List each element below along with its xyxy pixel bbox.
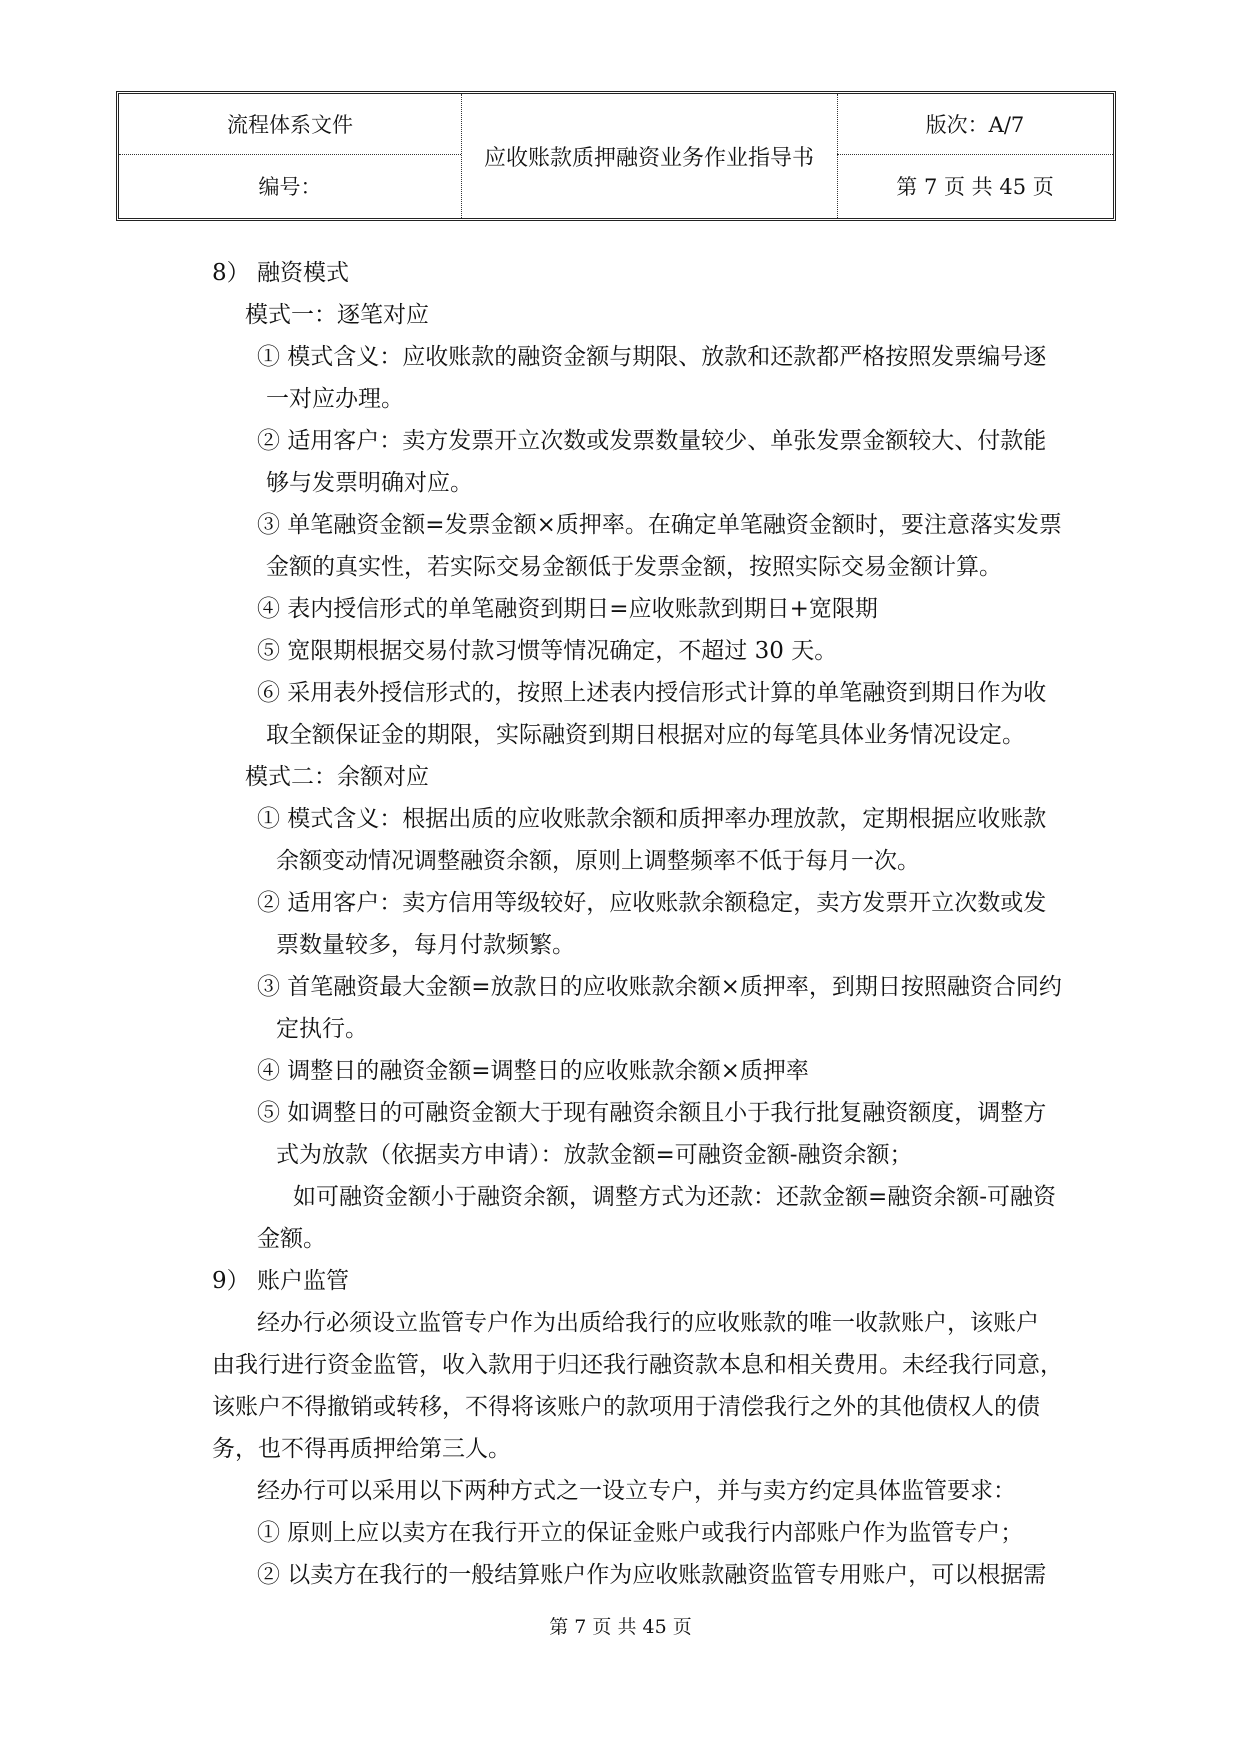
text-line: ② 适用客户：卖方信用等级较好，应收账款余额稳定，卖方发票开立次数或发	[257, 890, 1047, 916]
section-heading: 9） 账户监管	[212, 1268, 349, 1294]
text-line: ③ 单笔融资金额=发票金额×质押率。在确定单笔融资金额时，要注意落实发票	[257, 512, 1062, 538]
page-footer: 第 7 页 共 45 页	[549, 1616, 692, 1638]
text-line: ① 模式含义：应收账款的融资金额与期限、放款和还款都严格按照发票编号逐	[257, 344, 1047, 370]
text-line: ① 原则上应以卖方在我行开立的保证金账户或我行内部账户作为监管专户；	[257, 1520, 1024, 1546]
text-line: ② 以卖方在我行的一般结算账户作为应收账款融资监管专用账户，可以根据需	[257, 1562, 1047, 1588]
text-line: ① 模式含义：根据出质的应收账款余额和质押率办理放款，定期根据应收账款	[257, 806, 1047, 832]
text-line: 务，也不得再质押给第三人。	[212, 1436, 511, 1462]
text-line: ④ 表内授信形式的单笔融资到期日=应收账款到期日+宽限期	[257, 596, 878, 622]
text-line: 余额变动情况调整融资余额，原则上调整频率不低于每月一次。	[276, 848, 920, 874]
text-line: ③ 首笔融资最大金额=放款日的应收账款余额×质押率，到期日按照融资合同约	[257, 974, 1062, 1000]
text-line: 该账户不得撤销或转移，不得将该账户的款项用于清偿我行之外的其他债权人的债	[212, 1394, 1040, 1420]
header-table	[116, 91, 1116, 221]
text-line: 经办行必须设立监管专户作为出质给我行的应收账款的唯一收款账户，该账户	[257, 1310, 1039, 1336]
version-label: 版次：A/7	[925, 113, 1025, 137]
text-line: ② 适用客户：卖方发票开立次数或发票数量较少、单张发票金额较大、付款能	[257, 428, 1047, 454]
text-line: 够与发票明确对应。	[266, 470, 473, 496]
text-line: 式为放款（依据卖方申请）：放款金额=可融资金额-融资余额；	[276, 1142, 913, 1168]
text-line: 定执行。	[276, 1016, 368, 1042]
subsection-heading: 模式二：余额对应	[245, 764, 429, 790]
subsection-heading: 模式一：逐笔对应	[245, 302, 429, 328]
text-line: 由我行进行资金监管，收入款用于归还我行融资款本息和相关费用。未经我行同意，	[212, 1352, 1063, 1378]
doc-title: 应收账款质押融资业务作业指导书	[483, 145, 814, 171]
text-line: ⑥ 采用表外授信形式的，按照上述表内授信形式计算的单笔融资到期日作为收	[257, 680, 1047, 706]
text-line: ④ 调整日的融资金额=调整日的应收账款余额×质押率	[257, 1058, 809, 1084]
text-line: 金额。	[257, 1226, 326, 1252]
text-line: 一对应办理。	[266, 386, 404, 412]
org-label: 流程体系文件	[227, 113, 353, 137]
page-info: 第 7 页 共 45 页	[896, 175, 1054, 199]
text-line: ⑤ 如调整日的可融资金额大于现有融资余额且小于我行批复融资额度，调整方	[257, 1100, 1047, 1126]
text-line: 经办行可以采用以下两种方式之一设立专户，并与卖方约定具体监管要求：	[257, 1478, 1016, 1504]
number-label: 编号：	[258, 175, 322, 199]
text-line: 如可融资金额小于融资余额，调整方式为还款：还款金额=融资余额-可融资	[293, 1184, 1057, 1210]
text-line: ⑤ 宽限期根据交易付款习惯等情况确定，不超过 30 天。	[257, 638, 838, 664]
text-line: 取全额保证金的期限，实际融资到期日根据对应的每笔具体业务情况设定。	[266, 722, 1025, 748]
text-line: 票数量较多，每月付款频繁。	[276, 932, 575, 958]
section-heading: 8） 融资模式	[212, 260, 349, 286]
text-line: 金额的真实性，若实际交易金额低于发票金额，按照实际交易金额计算。	[266, 554, 1002, 580]
